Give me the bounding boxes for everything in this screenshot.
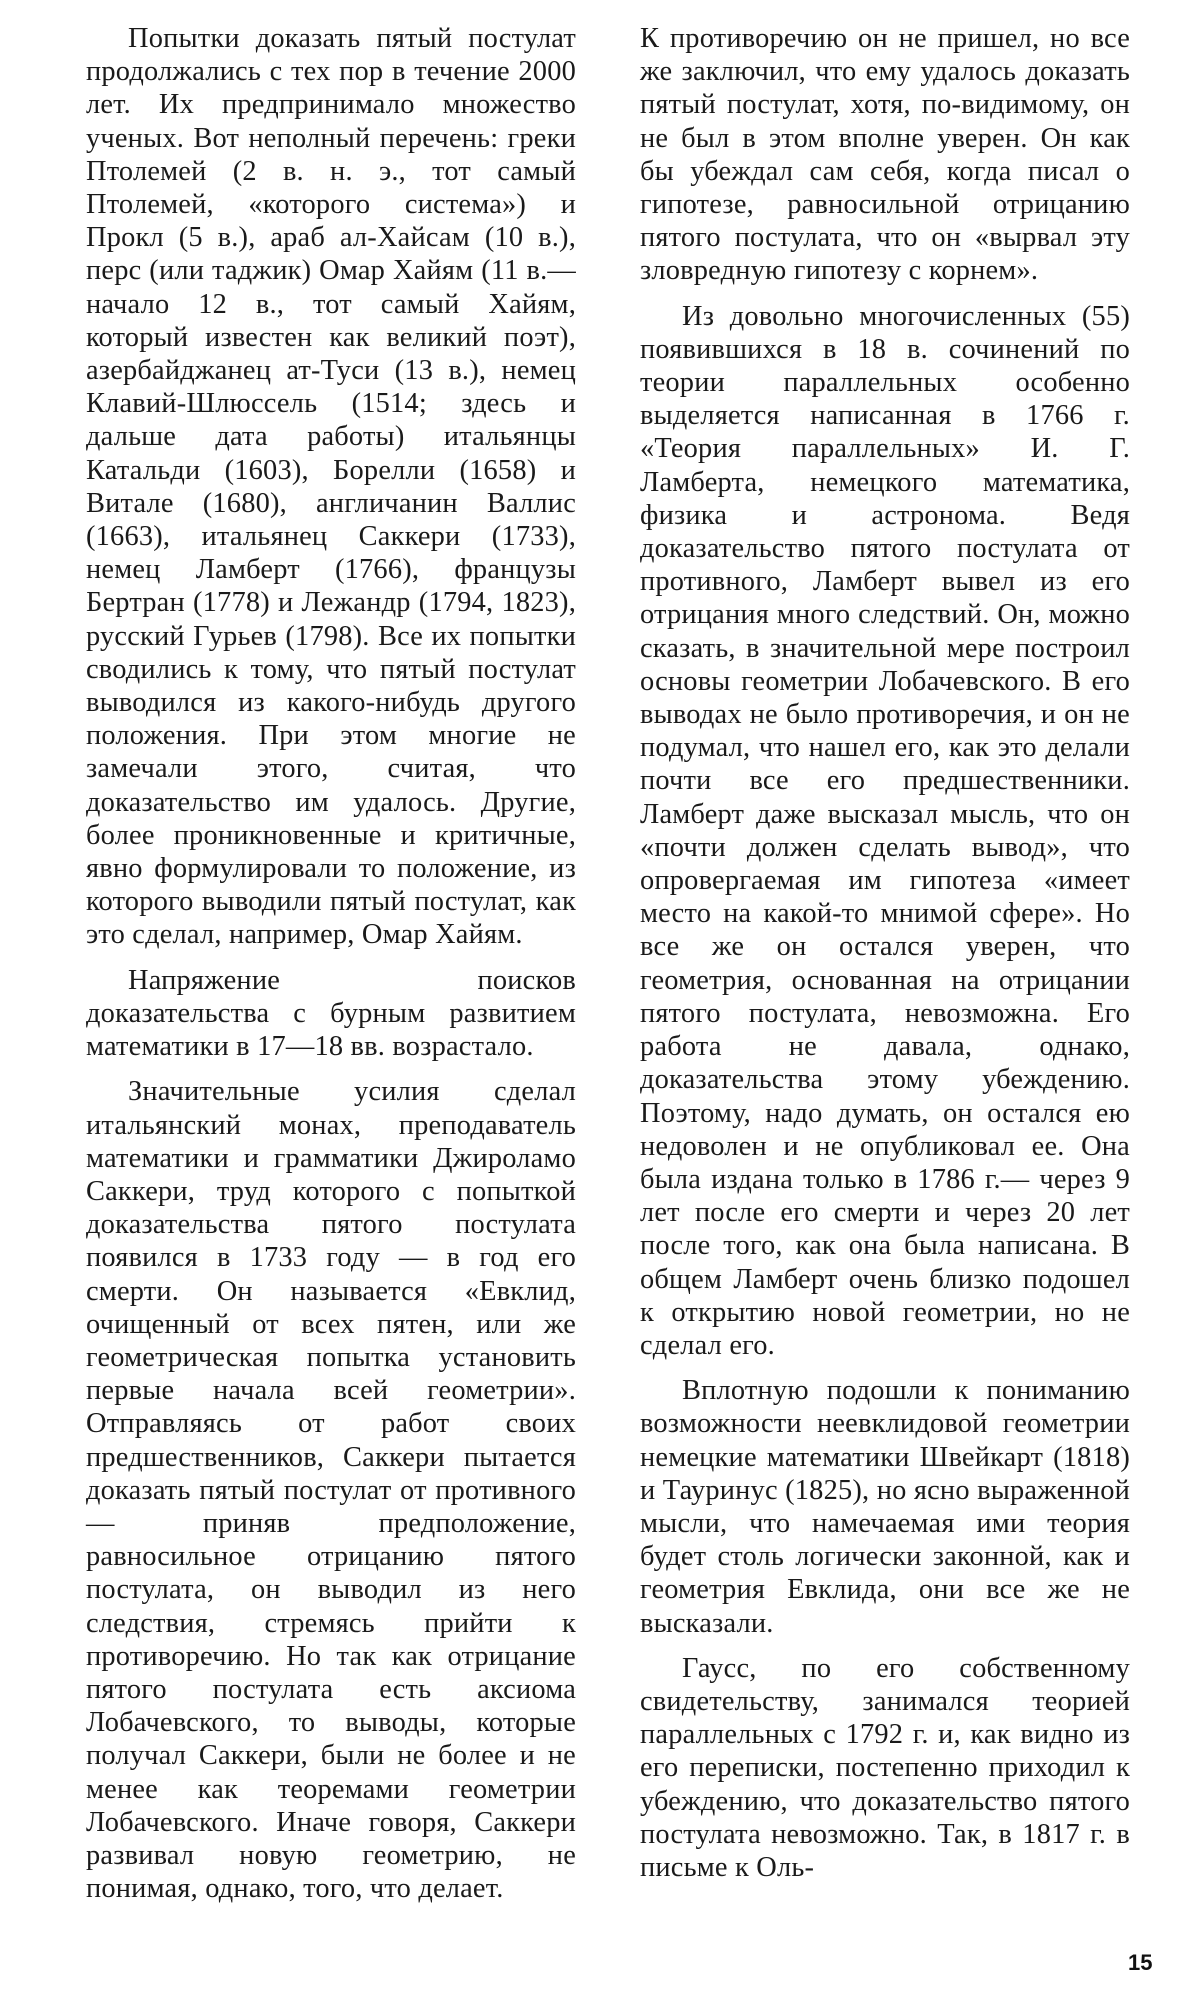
paragraph: Значительные усилия сделал итальянский монах, преподаватель математики и грамматики Джироламо Саккери, труд которого с попыткой доказательства пятого постулата появился в 1733 году — в год его смерти. Он называется «Евклид, очищенный от всех пятен, или же геометрическая попытка установить первые начала всей геометрии». Отправляясь от работ своих предшественников, Саккери пытается доказать пятый постулат от противного — приняв предположение, равносильное отрицанию пятого постулата, он выводил из него следствия, стремясь прийти к противоречию. Но так как отрицание пятого постулата есть аксиома Лобачевского, то выводы, которые получал Саккери, были не более и не менее как теоремами геометрии Лобачевского. Иначе говоря, Саккери развивал новую геометрию, не понимая, однако, того, что делает.	[86, 1076, 576, 1905]
paragraph: Гаусс, по его собственному свидетельству, занимался теорией параллельных с 1792 г. и, как видно из его переписки, постепенно приходил к убеждению, что доказательство пятого постулата невозможно. Так, в 1817 г. в письме к Оль-	[640, 1652, 1130, 1883]
right-text-column	[640, 22, 1130, 1896]
paragraph: Напряжение поисков доказательства с бурным развитием математики в 17—18 вв. возрастало.	[86, 964, 576, 1063]
paragraph: Вплотную подошли к пониманию возможности неевклидовой геометрии немецкие математики Швейкарт (1818) и Тауринус (1825), но ясно выраженной мысли, что намечаемая ими теория будет столь логически законной, как и геометрия Евклида, они все же не высказали.	[640, 1375, 1130, 1639]
paragraph-continued: К противоречию он не пришел, но все же заключил, что ему удалось доказать пятый постулат, хотя, по-видимому, он не был в этом вполне уверен. Он как бы убеждал сам себя, когда писал о гипотезе, равносильной отрицанию пятого постулата, что он «вырвал эту зловредную гипотезу с корнем».	[640, 23, 1130, 287]
paragraph: Из довольно многочисленных (55) появившихся в 18 в. сочинений по теории параллельных особенно выделяется написанная в 1766 г. «Теория параллельных» И. Г. Ламберта, немецкого математика, физика и астронома. Ведя доказательство пятого постулата от противного, Ламберт вывел из его отрицания много следствий. Он, можно сказать, в значительной мере построил основы геометрии Лобачевского. В его выводах не было противоречия, и он не подумал, что нашел его, как это делали почти все его предшественники. Ламберт даже высказал мысль, что он «почти должен сделать вывод», что опровергаемая им гипотеза «имеет место на какой-то мнимой сфере». Но все же он остался уверен, что геометрия, основанная на отрицании пятого постулата, невозможна. Его работа не давала, однако, доказательства этому убеждению. Поэтому, надо думать, он остался ею недоволен и не опубликовал ее. Она была издана только в 1786 г.— через 9 лет после его смерти и через 20 лет после того, как она была написана. В общем Ламберт очень близко подошел к открытию новой геометрии, но не сделал его.	[640, 300, 1130, 1361]
paragraph: Попытки доказать пятый постулат продолжались с тех пор в течение 2000 лет. Их предпринимало множество ученых. Вот неполный перечень: греки Птолемей (2 в. н. э., тот самый Птолемей, «которого система») и Прокл (5 в.), араб ал-Хайсам (10 в.), перс (или таджик) Омар Хайям (11 в.— начало 12 в., тот самый Хайям, который известен как великий поэт), азербайджанец ат-Туси (13 в.), немец Клавий-Шлюссель (1514; здесь и дальше дата работы) итальянцы Катальди (1603), Борелли (1658) и Витале (1680), англичанин Валлис (1663), итальянец Саккери (1733), немец Ламберт (1766), французы Бертран (1778) и Лежандр (1794, 1823), русский Гурьев (1798). Все их попытки сводились к тому, что пятый постулат выводился из какого-нибудь другого положения. При этом многие не замечали этого, считая, что доказательство им удалось. Другие, более проникновенные и критичные, явно формулировали то положение, из которого выводили пятый постулат, как это сделал, например, Омар Хайям.	[86, 23, 576, 951]
page-number: 15	[1128, 1950, 1153, 1975]
left-text-column	[86, 22, 576, 1917]
